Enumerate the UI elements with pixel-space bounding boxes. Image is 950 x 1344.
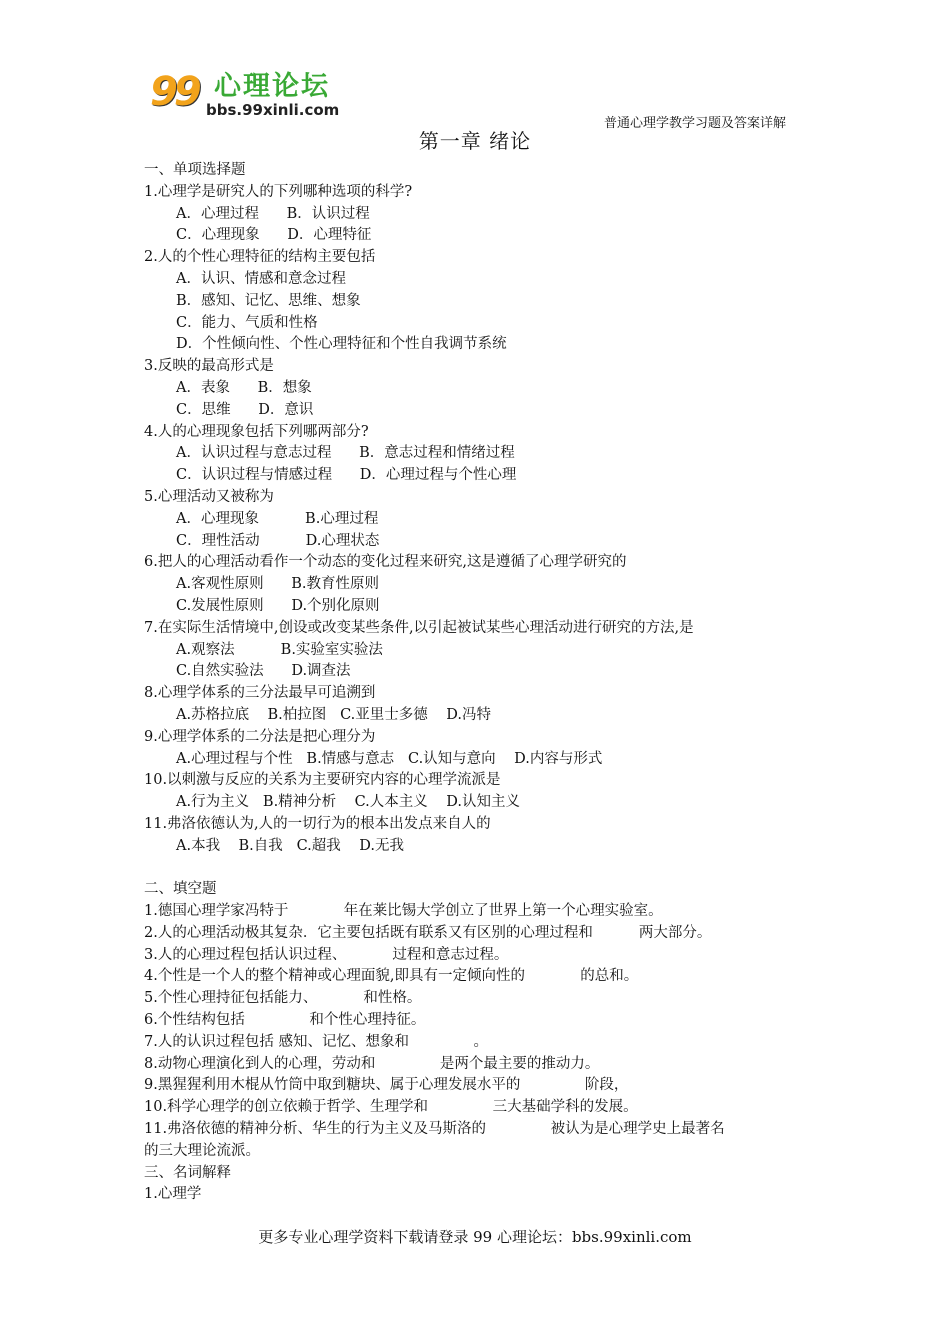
question-options: A．心理过程 B．认识过程 xyxy=(176,205,370,222)
question-options: A.行为主义 B.精神分析 C.人本主义 D.认知主义 xyxy=(176,794,520,811)
question-text: 6.把人的心理活动看作一个动态的变化过程来研究,这是遵循了心理学研究的 xyxy=(144,554,627,571)
question-options: A．认识、情感和意念过程 xyxy=(176,270,346,287)
question-options: C.发展性原则 D.个别化原则 xyxy=(176,597,380,614)
fill-item: 7.人的认识过程包括 感知、记忆、想象和 。 xyxy=(144,1033,488,1050)
question-options: C.自然实验法 D.调查法 xyxy=(176,663,351,680)
fill-item: 9.黑猩猩利用木棍从竹筒中取到糖块、属于心理发展水平的 阶段， xyxy=(144,1077,629,1094)
question-options: A．表象 B．想象 xyxy=(176,379,312,396)
document-body xyxy=(144,160,816,1206)
term-item: 1.心理学 xyxy=(144,1186,202,1203)
fill-item: 的三大理论流派。 xyxy=(144,1142,260,1159)
question-text: 5.心理活动又被称为 xyxy=(144,488,274,505)
fill-item: 10.科学心理学的创立依赖于哲学、生理学和 三大基础学科的发展。 xyxy=(144,1099,638,1116)
fill-item: 11.弗洛依德的精神分析、华生的行为主义及马斯洛的 被认为是心理学史上最著名 xyxy=(144,1121,725,1138)
document-subtitle: 普通心理学教学习题及答案详解 xyxy=(604,116,787,131)
question-options: C．能力、气质和性格 xyxy=(176,314,318,331)
question-text: 8.心理学体系的三分法最早可追溯到 xyxy=(144,685,376,702)
question-options: A.客观性原则 B.教育性原则 xyxy=(176,576,379,593)
footer-text: 更多专业心理学资料下载请登录 99 心理论坛：bbs.99xinli.com xyxy=(258,1228,692,1246)
question-text: 10.以刺激与反应的关系为主要研究内容的心理学流派是 xyxy=(144,772,501,789)
section-heading-terms: 三、名词解释 xyxy=(144,1164,231,1181)
fill-item: 1.德国心理学家冯特于 年在莱比锡大学创立了世界上第一个心理实验室。 xyxy=(144,903,663,920)
question-options: A.观察法 B.实验室实验法 xyxy=(176,641,383,658)
question-options: C．思维 D．意识 xyxy=(176,401,314,418)
question-options: D．个性倾向性、个性心理特征和个性自我调节系统 xyxy=(176,336,507,353)
fill-item: 6.个性结构包括 和个性心理持征。 xyxy=(144,1012,426,1029)
logo-name: 心理论坛 xyxy=(214,71,330,102)
question-options: A.本我 B.自我 C.超我 D.无我 xyxy=(176,837,404,854)
logo-mark: 99 xyxy=(150,69,198,115)
question-text: 3.反映的最高形式是 xyxy=(144,358,274,375)
question-options: A．认识过程与意志过程 B．意志过程和情绪过程 xyxy=(176,445,515,462)
fill-item: 5.个性心理持征包括能力、 和性格。 xyxy=(144,990,422,1007)
section-heading-fill: 二、填空题 xyxy=(144,881,217,898)
logo-url: bbs.99xinli.com xyxy=(206,101,340,119)
question-list xyxy=(144,182,816,858)
question-text: 1.心理学是研究人的下列哪种选项的科学? xyxy=(144,183,413,200)
question-text: 4.人的心理现象包括下列哪两部分? xyxy=(144,423,369,440)
question-options: A.苏格拉底 B.柏拉图 C.亚里士多德 D.冯特 xyxy=(176,706,491,723)
spacer xyxy=(144,858,816,880)
term-list xyxy=(144,1184,816,1206)
fill-item: 8.动物心理演化到人的心理，劳动和 是两个最主要的推动力。 xyxy=(144,1055,600,1072)
question-options: A．心理现象 B.心理过程 xyxy=(176,510,379,527)
question-options: B．感知、记忆、思维、想象 xyxy=(176,292,361,309)
question-options: C．认识过程与情感过程 D．心理过程与个性心理 xyxy=(176,467,517,484)
fill-item: 4.个性是一个人的整个精神或心理面貌,即具有一定倾向性的 的总和。 xyxy=(144,968,639,985)
fill-list xyxy=(144,901,816,1163)
question-options: C．理性活动 D.心理状态 xyxy=(176,532,380,549)
site-logo xyxy=(150,70,360,120)
chapter-title: 第一章 绪论 xyxy=(418,129,532,153)
question-text: 9.心理学体系的二分法是把心理分为 xyxy=(144,728,376,745)
fill-item: 3.人的心理过程包括认识过程、 过程和意志过程。 xyxy=(144,946,509,963)
question-text: 11.弗洛依德认为,人的一切行为的根本出发点来自人的 xyxy=(144,815,491,832)
fill-item: 2.人的心理活动极其复杂．它主要包括既有联系又有区别的心理过程和 两大部分。 xyxy=(144,924,712,941)
section-heading-choice: 一、单项选择题 xyxy=(144,162,246,178)
question-options: A.心理过程与个性 B.情感与意志 C.认知与意向 D.内容与形式 xyxy=(176,750,603,767)
question-options: C．心理现象 D．心理特征 xyxy=(176,227,372,244)
question-text: 7.在实际生活情境中,创设或改变某些条件,以引起被试某些心理活动进行研究的方法,是 xyxy=(144,619,694,636)
question-text: 2.人的个性心理特征的结构主要包括 xyxy=(144,249,376,266)
